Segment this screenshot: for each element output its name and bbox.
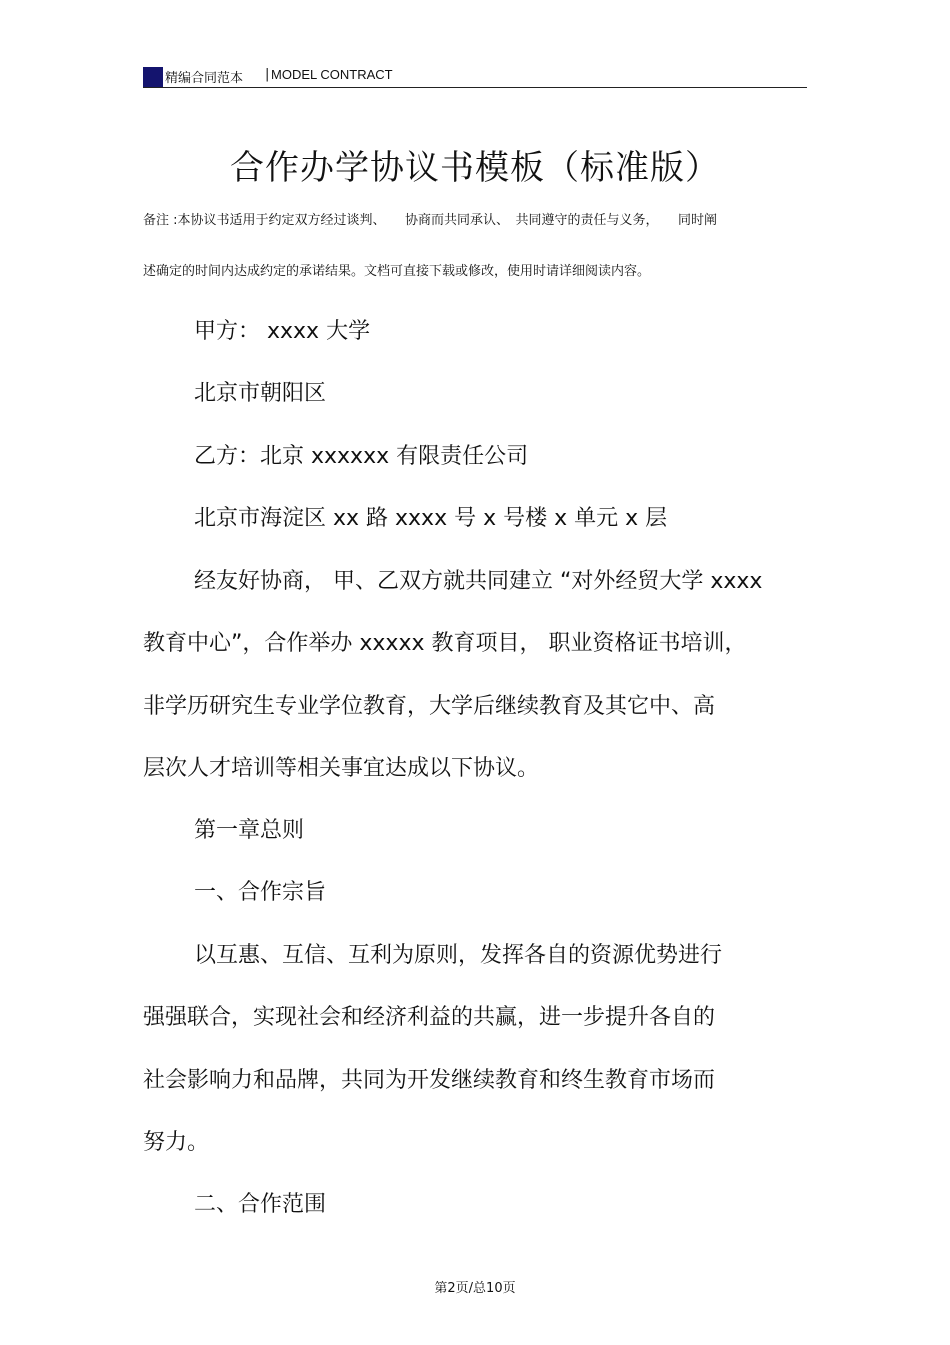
paragraph-line: 社会影响力和品牌，共同为开发继续教育和终生教育市场而 [143, 1068, 716, 1093]
paragraph-line: 强强联合，实现社会和经济利益的共赢，进一步提升各自的 [143, 1005, 716, 1030]
header-brand: 精编合同范本 [165, 71, 244, 86]
document-header [143, 64, 807, 90]
paragraph-line: 努力。 [143, 1130, 210, 1155]
header-rule [143, 87, 807, 88]
party-b-address: 北京市海淀区 xx 路 xxxx 号 x 号楼 x 单元 x 层 [194, 506, 668, 531]
document-title: 合作办学协议书模板（标准版） [230, 148, 720, 188]
section-heading: 一、合作宗旨 [194, 880, 327, 905]
note-line-1: 备注 :本协议书适用于约定双方经过谈判、 协商而共同承认、 共同遵守的责任与义务， 同时阐 [143, 213, 718, 228]
party-a-line: 甲方： xxxx 大学 [194, 319, 371, 344]
paragraph-line: 以互惠、互信、互利为原则，发挥各自的资源优势进行 [194, 943, 723, 968]
chapter-heading: 第一章总则 [194, 818, 305, 843]
paragraph-line: 经友好协商， 甲、乙双方就共同建立 “对外经贸大学 xxxx [194, 569, 763, 594]
header-subtitle: MODEL CONTRACT [271, 67, 393, 82]
paragraph-line: 非学历研究生专业学位教育，大学后继续教育及其它中、高 [143, 694, 716, 719]
party-a-address: 北京市朝阳区 [194, 381, 327, 406]
header-separator: | [265, 67, 270, 82]
party-b-line: 乙方：北京 xxxxxx 有限责任公司 [194, 444, 529, 469]
paragraph-line: 层次人才培训等相关事宜达成以下协议。 [143, 756, 540, 781]
page-number: 第2页/总10页 [434, 1281, 516, 1296]
paragraph-line: 教育中心”，合作举办 xxxxx 教育项目， 职业资格证书培训， [143, 631, 747, 656]
brand-logo-icon [143, 67, 163, 87]
note-line-2: 述确定的时间内达成约定的承诺结果。文档可直接下载或修改，使用时请详细阅读内容。 [143, 264, 651, 279]
section-heading: 二、合作范围 [194, 1192, 327, 1217]
